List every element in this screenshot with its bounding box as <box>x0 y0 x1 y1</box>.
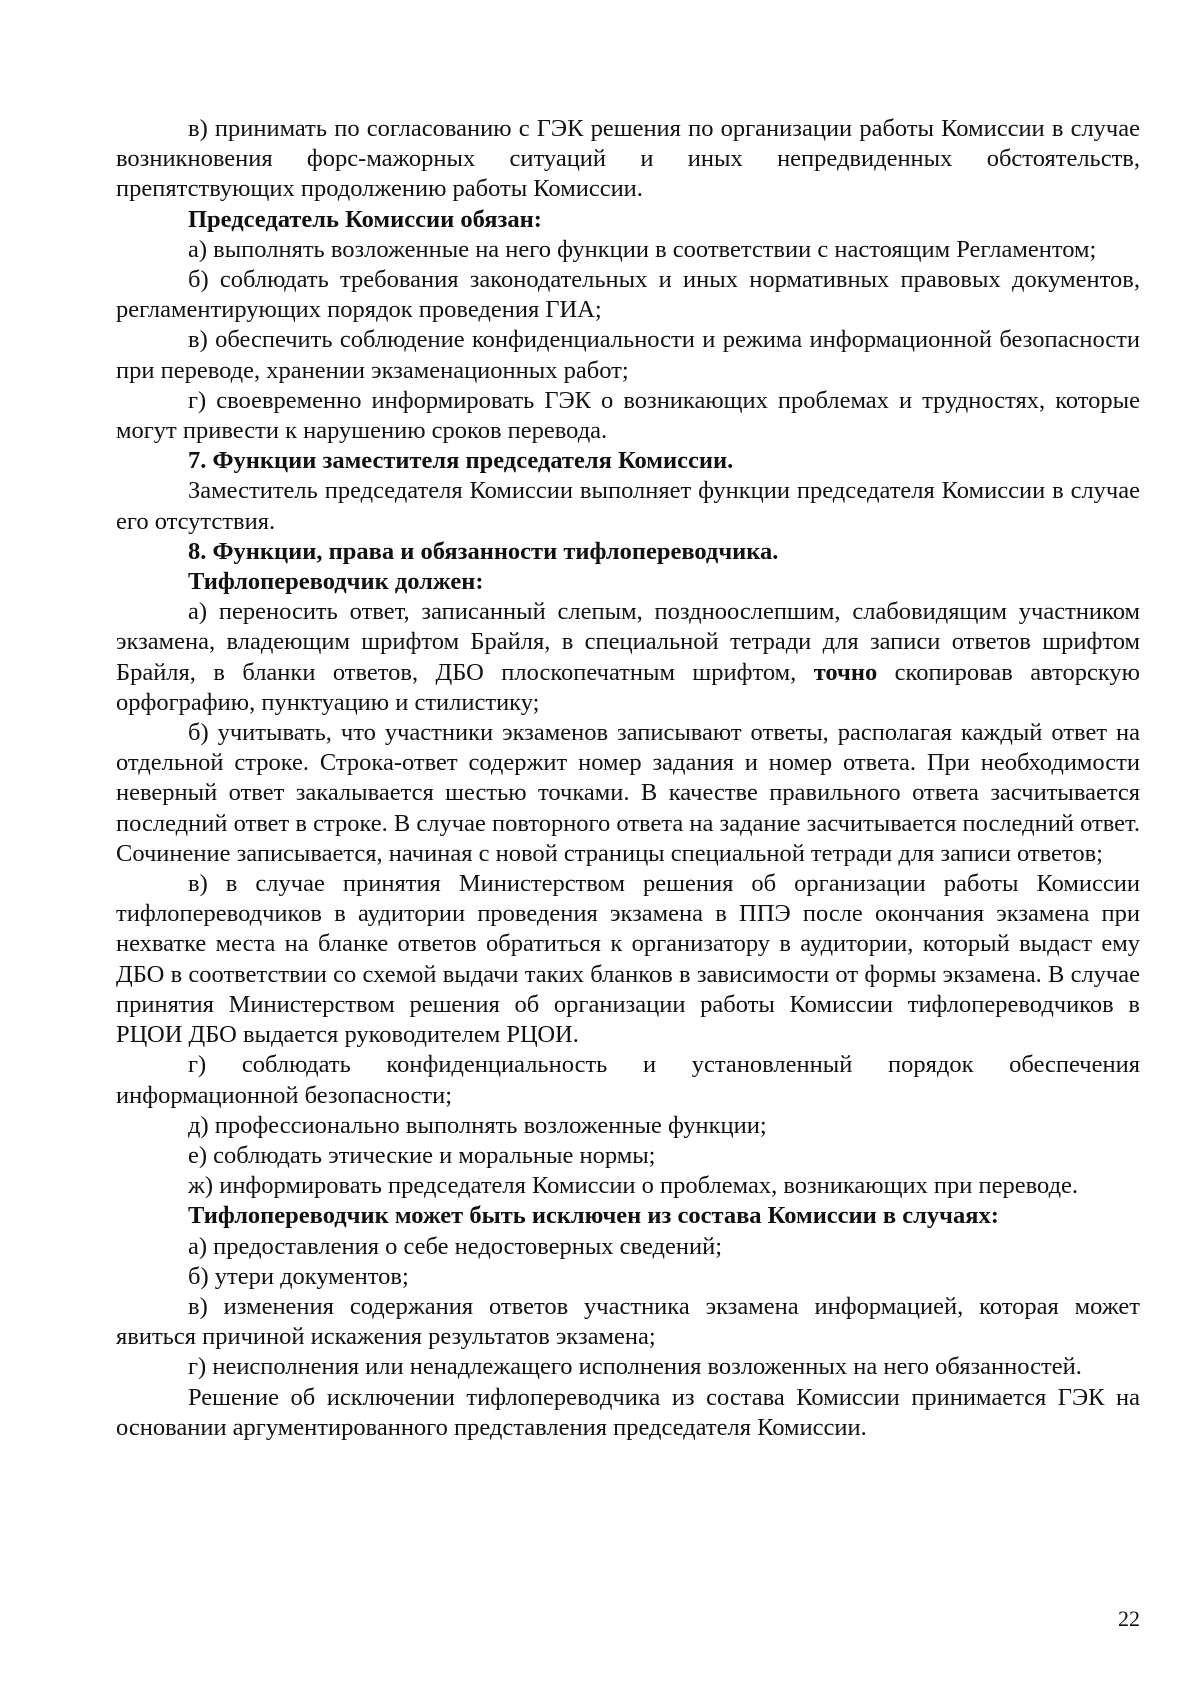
paragraph-translator-duty-g: ж) информировать председателя Комиссии о проблемах, возникающих при переводе. <box>188 1172 1079 1200</box>
paragraph-translator-duty-c: в) в случае принятия Министерством решения об организации работы Комиссии тифлопереводчиков в аудитории проведения экзамена в ППЭ после окончания экзамена при нехватке места на бланке ответов обратиться к организатору в аудитории, который выдаст ему ДБО в соответствии со схемой выдачи таких бланков в зависимости от формы экзамена. В случае принятия Министерством решения об организации работы Комиссии тифлопереводчиков в РЦОИ ДБО выдается руководителем РЦОИ. <box>116 870 1140 1049</box>
duty-a-text-emphasis: точно <box>813 658 878 686</box>
heading-exclusion-cases: Тифлопереводчик может быть исключен из состава Комиссии в случаях: <box>188 1202 999 1230</box>
paragraph-exclusion-b: б) утери документов; <box>188 1262 409 1290</box>
paragraph-force-majeure: в) принимать по согласованию с ГЭК решения по организации работы Комиссии в случае возникновения форс-мажорных ситуаций и иных непредвиденных обстоятельств, препятствующих продолжению работы Комиссии. <box>116 115 1140 203</box>
paragraph-exclusion-d: г) неисполнения или ненадлежащего исполнения возложенных на него обязанностей. <box>188 1353 1082 1381</box>
paragraph-chairman-duty-b: б) соблюдать требования законодательных и иных нормативных правовых документов, регламентирующих порядок проведения ГИА; <box>116 266 1140 324</box>
paragraph-exclusion-a: а) предоставления о себе недостоверных сведений; <box>188 1232 722 1260</box>
paragraph-exclusion-decision: Решение об исключении тифлопереводчика из состава Комиссии принимается ГЭК на основании аргументированного представления председателя Комиссии. <box>116 1383 1140 1441</box>
heading-section-7: 7. Функции заместителя председателя Комиссии. <box>188 447 734 475</box>
document-body <box>116 114 1140 1443</box>
paragraph-translator-duty-b: б) учитывать, что участники экзаменов записывают ответы, располагая каждый ответ на отдельной строке. Строка-ответ содержит номер задания и номер ответа. При необходимости неверный ответ закалывается шестью точками. В качестве правильного ответа засчитывается последний ответ в строке. В случае повторного ответа на задание засчитывается последний ответ. Сочинение записывается, начиная с новой страницы специальной тетради для записи ответов; <box>116 719 1140 867</box>
paragraph-chairman-duty-c: в) обеспечить соблюдение конфиденциальности и режима информационной безопасности при переводе, хранении экзаменационных работ; <box>116 326 1140 384</box>
paragraph-translator-duty-d: г) соблюдать конфиденциальность и установленный порядок обеспечения информационной безопасности; <box>116 1051 1140 1109</box>
page-number: 22 <box>1118 1606 1140 1631</box>
duty-a-text-end: скопировав авторскую орфографию, пунктуацию и стилистику; <box>116 658 1140 716</box>
paragraph-deputy-functions: Заместитель председателя Комиссии выполняет функции председателя Комиссии в случае его отсутствия. <box>116 477 1140 535</box>
paragraph-exclusion-c: в) изменения содержания ответов участника экзамена информацией, которая может явиться причиной искажения результатов экзамена; <box>116 1292 1140 1351</box>
paragraph-chairman-duty-d: г) своевременно информировать ГЭК о возникающих проблемах и трудностях, которые могут привести к нарушению сроков перевода. <box>116 386 1140 445</box>
duty-a-text-start: а) переносить ответ, записанный слепым, поздноослепшим, слабовидящим участником экзамена, владеющим шрифтом Брайля, в специальной тетради для записи ответов шрифтом Брайля, в бланки ответов, ДБО плоскопечатным шрифтом, <box>116 598 1140 686</box>
heading-translator-must: Тифлопереводчик должен: <box>188 568 484 596</box>
paragraph-chairman-duty-a: а) выполнять возложенные на него функции в соответствии с настоящим Регламентом; <box>188 235 1097 263</box>
heading-section-8: 8. Функции, права и обязанности тифлопереводчика. <box>188 537 779 565</box>
paragraph-translator-duty-e: д) профессионально выполнять возложенные функции; <box>188 1111 767 1139</box>
paragraph-translator-duty-f: е) соблюдать этические и моральные нормы; <box>188 1141 656 1169</box>
paragraph-translator-duty-a <box>116 597 1140 718</box>
heading-chairman-duties: Председатель Комиссии обязан: <box>188 205 542 233</box>
